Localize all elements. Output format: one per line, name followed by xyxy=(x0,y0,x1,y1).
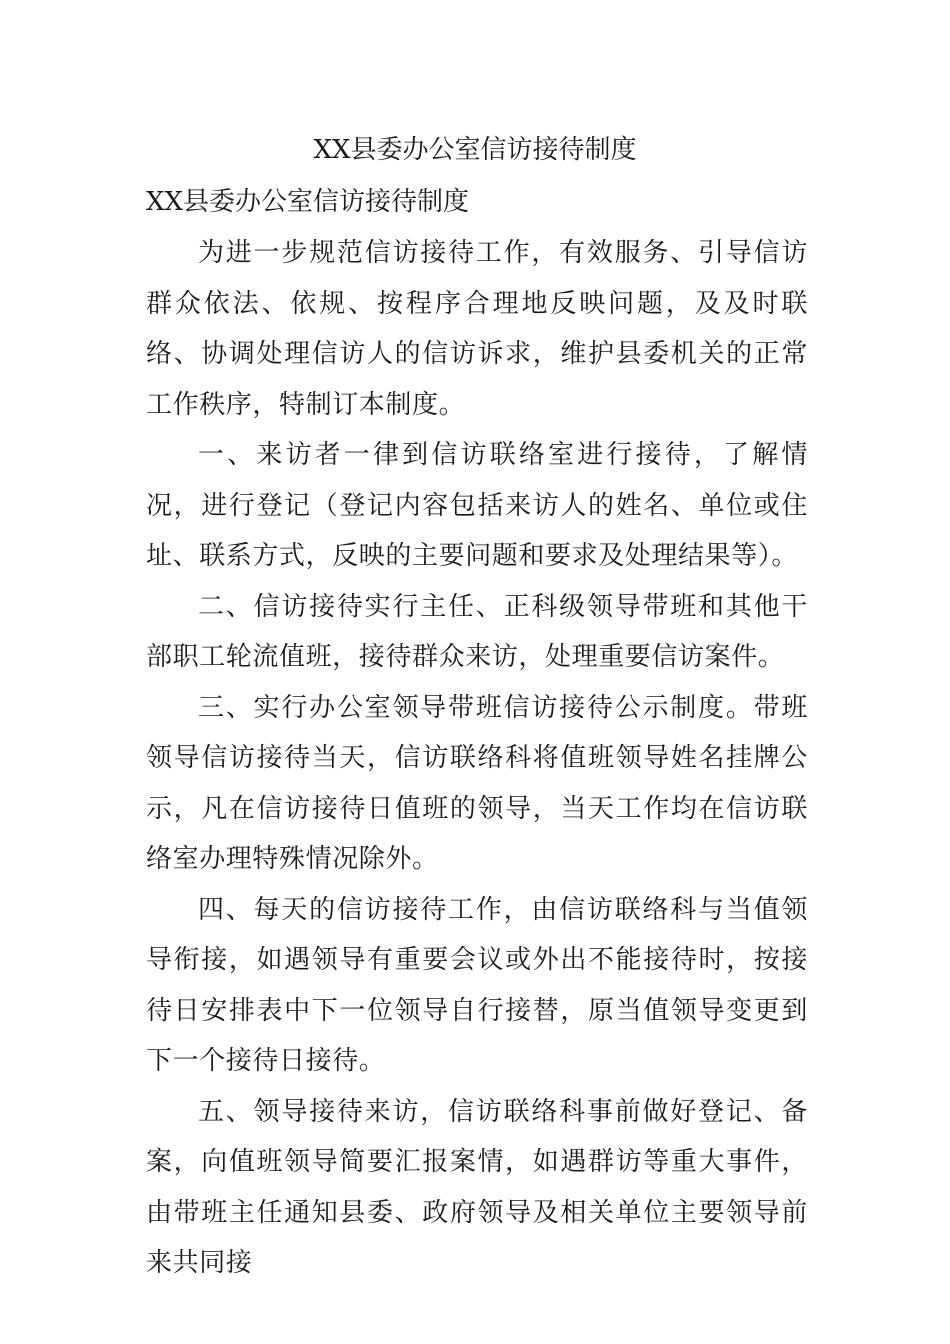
document-body xyxy=(146,228,808,1289)
paragraph-item-4: 四、每天的信访接待工作，由信访联络科与当值领导衔接，如遇领导有重要会议或外出不能接待时，按接待日安排表中下一位领导自行接替，原当值领导变更到下一个接待日接待。 xyxy=(146,894,808,1076)
paragraph-item-2: 二、信访接待实行主任、正科级领导带班和其他干部职工轮流值班，接待群众来访，处理重要信访案件。 xyxy=(146,591,808,672)
paragraph-item-3: 三、实行办公室领导带班信访接待公示制度。带班领导信访接待当天，信访联络科将值班领导姓名挂牌公示，凡在信访接待日值班的领导，当天工作均在信访联络室办理特殊情况除外。 xyxy=(146,692,808,874)
document-title: XX县委办公室信访接待制度 xyxy=(313,135,637,165)
paragraph-item-1: 一、来访者一律到信访联络室进行接待，了解情况，进行登记（登记内容包括来访人的姓名、单位或住址、联系方式，反映的主要问题和要求及处理结果等）。 xyxy=(146,440,808,571)
paragraph-item-5: 五、领导接待来访，信访联络科事前做好登记、备案，向值班领导简要汇报案情，如遇群访等重大事件，由带班主任通知县委、政府领导及相关单位主要领导前来共同接 xyxy=(146,1096,808,1278)
paragraph-intro: 为进一步规范信访接待工作，有效服务、引导信访群众依法、依规、按程序合理地反映问题，及及时联络、协调处理信访人的信访诉求，维护县委机关的正常工作秩序，特制订本制度。 xyxy=(146,238,808,420)
document-subtitle: XX县委办公室信访接待制度 xyxy=(146,187,470,217)
